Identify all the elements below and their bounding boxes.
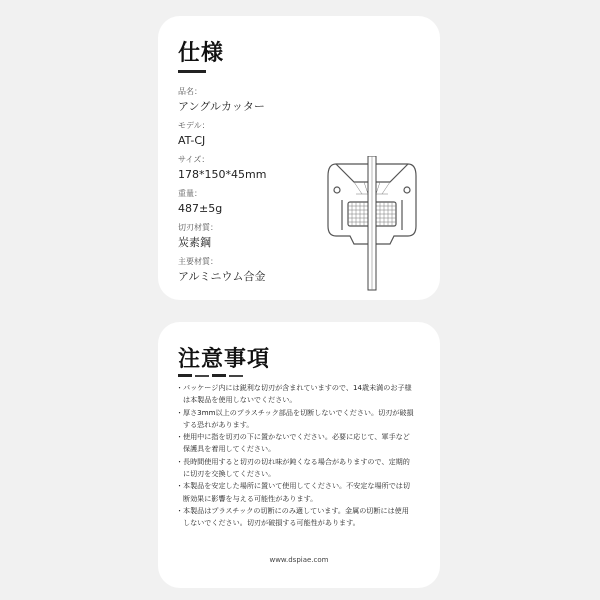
bullet-mark: ・ bbox=[176, 456, 184, 466]
bullet-mark: ・ bbox=[176, 383, 184, 392]
bullet-mark: ・ bbox=[176, 505, 184, 515]
bullet-mark: ・ bbox=[176, 481, 184, 491]
notice-text: に切刃を交換してください。 bbox=[183, 469, 276, 479]
bullet-mark: ・ bbox=[176, 407, 184, 417]
notice-text: は本製品を使用しないでください。 bbox=[183, 395, 297, 405]
notice-text: 長時間使用すると切刃の切れ味が鈍くなる場合がありますので、定期的 bbox=[183, 456, 410, 466]
spec-title: 仕様 bbox=[178, 41, 225, 66]
spec-value: アングルカッター bbox=[178, 100, 265, 113]
notice-title: 注意事項 bbox=[178, 347, 271, 372]
spec-value: AT-CJ bbox=[178, 134, 206, 147]
spec-value: 487±5g bbox=[178, 202, 223, 215]
angle-cutter-illustration bbox=[324, 156, 420, 292]
spec-row-model bbox=[178, 120, 328, 150]
underline-segment bbox=[229, 375, 243, 377]
spec-label: 品名： bbox=[178, 87, 202, 96]
notice-line bbox=[176, 493, 426, 505]
spec-card bbox=[158, 16, 440, 300]
notice-text: 保護具を着用してください。 bbox=[183, 444, 276, 454]
spec-label: モデル： bbox=[178, 121, 210, 130]
notice-line bbox=[176, 394, 426, 406]
title-underline bbox=[178, 374, 243, 377]
spec-value: アルミニウム合金 bbox=[178, 270, 266, 283]
spec-value: 炭素鋼 bbox=[178, 236, 211, 249]
notice-line bbox=[176, 505, 426, 517]
spec-label: 主要材質： bbox=[178, 257, 218, 266]
spec-row-size bbox=[178, 154, 328, 184]
notice-text: しないでください。切刃が破損する可能性があります。 bbox=[183, 518, 360, 528]
notice-text: 断効果に影響を与える可能性があります。 bbox=[183, 493, 318, 503]
spec-row-blade-material bbox=[178, 222, 328, 252]
spec-value: 178*150*45mm bbox=[178, 168, 267, 181]
notice-line bbox=[176, 468, 426, 480]
spec-row-main-material bbox=[178, 256, 328, 286]
spec-label: サイズ： bbox=[178, 155, 210, 164]
notice-line bbox=[176, 480, 426, 492]
notice-line bbox=[176, 407, 426, 419]
notice-line bbox=[176, 419, 426, 431]
notice-line bbox=[176, 443, 426, 455]
underline-segment bbox=[212, 374, 226, 377]
website-url: www.dspiae.com bbox=[269, 556, 329, 564]
spec-list bbox=[178, 86, 328, 290]
spec-label: 重量： bbox=[178, 189, 202, 198]
notice-text: 本製品を安定した場所に置いて使用してください。不安定な場所では切 bbox=[183, 481, 410, 491]
spec-label: 切刃材質： bbox=[178, 223, 218, 232]
notice-list bbox=[176, 382, 426, 530]
notice-card bbox=[158, 322, 440, 588]
notice-line bbox=[176, 382, 426, 394]
notice-line bbox=[176, 431, 426, 443]
underline-segment bbox=[195, 375, 209, 377]
underline-segment bbox=[178, 70, 206, 73]
underline-segment bbox=[178, 374, 192, 377]
notice-text: 使用中に指を切刃の下に置かないでください。必要に応じて、軍手など bbox=[183, 432, 410, 442]
spec-row-name bbox=[178, 86, 328, 116]
notice-text: 厚さ3mm以上のプラスチック部品を切断しないでください。切刃が破損 bbox=[183, 407, 414, 417]
notice-line bbox=[176, 517, 426, 529]
spec-row-weight bbox=[178, 188, 328, 218]
notice-text: する恐れがあります。 bbox=[183, 419, 254, 429]
notice-text: パッケージ内には鋭利な切刃が含まれていますので、14歳未満のお子様 bbox=[183, 383, 412, 392]
bullet-mark: ・ bbox=[176, 432, 184, 442]
notice-text: 本製品はプラスチックの切断にのみ適しています。金属の切断には使用 bbox=[183, 505, 409, 515]
title-underline bbox=[178, 70, 206, 73]
notice-line bbox=[176, 456, 426, 468]
